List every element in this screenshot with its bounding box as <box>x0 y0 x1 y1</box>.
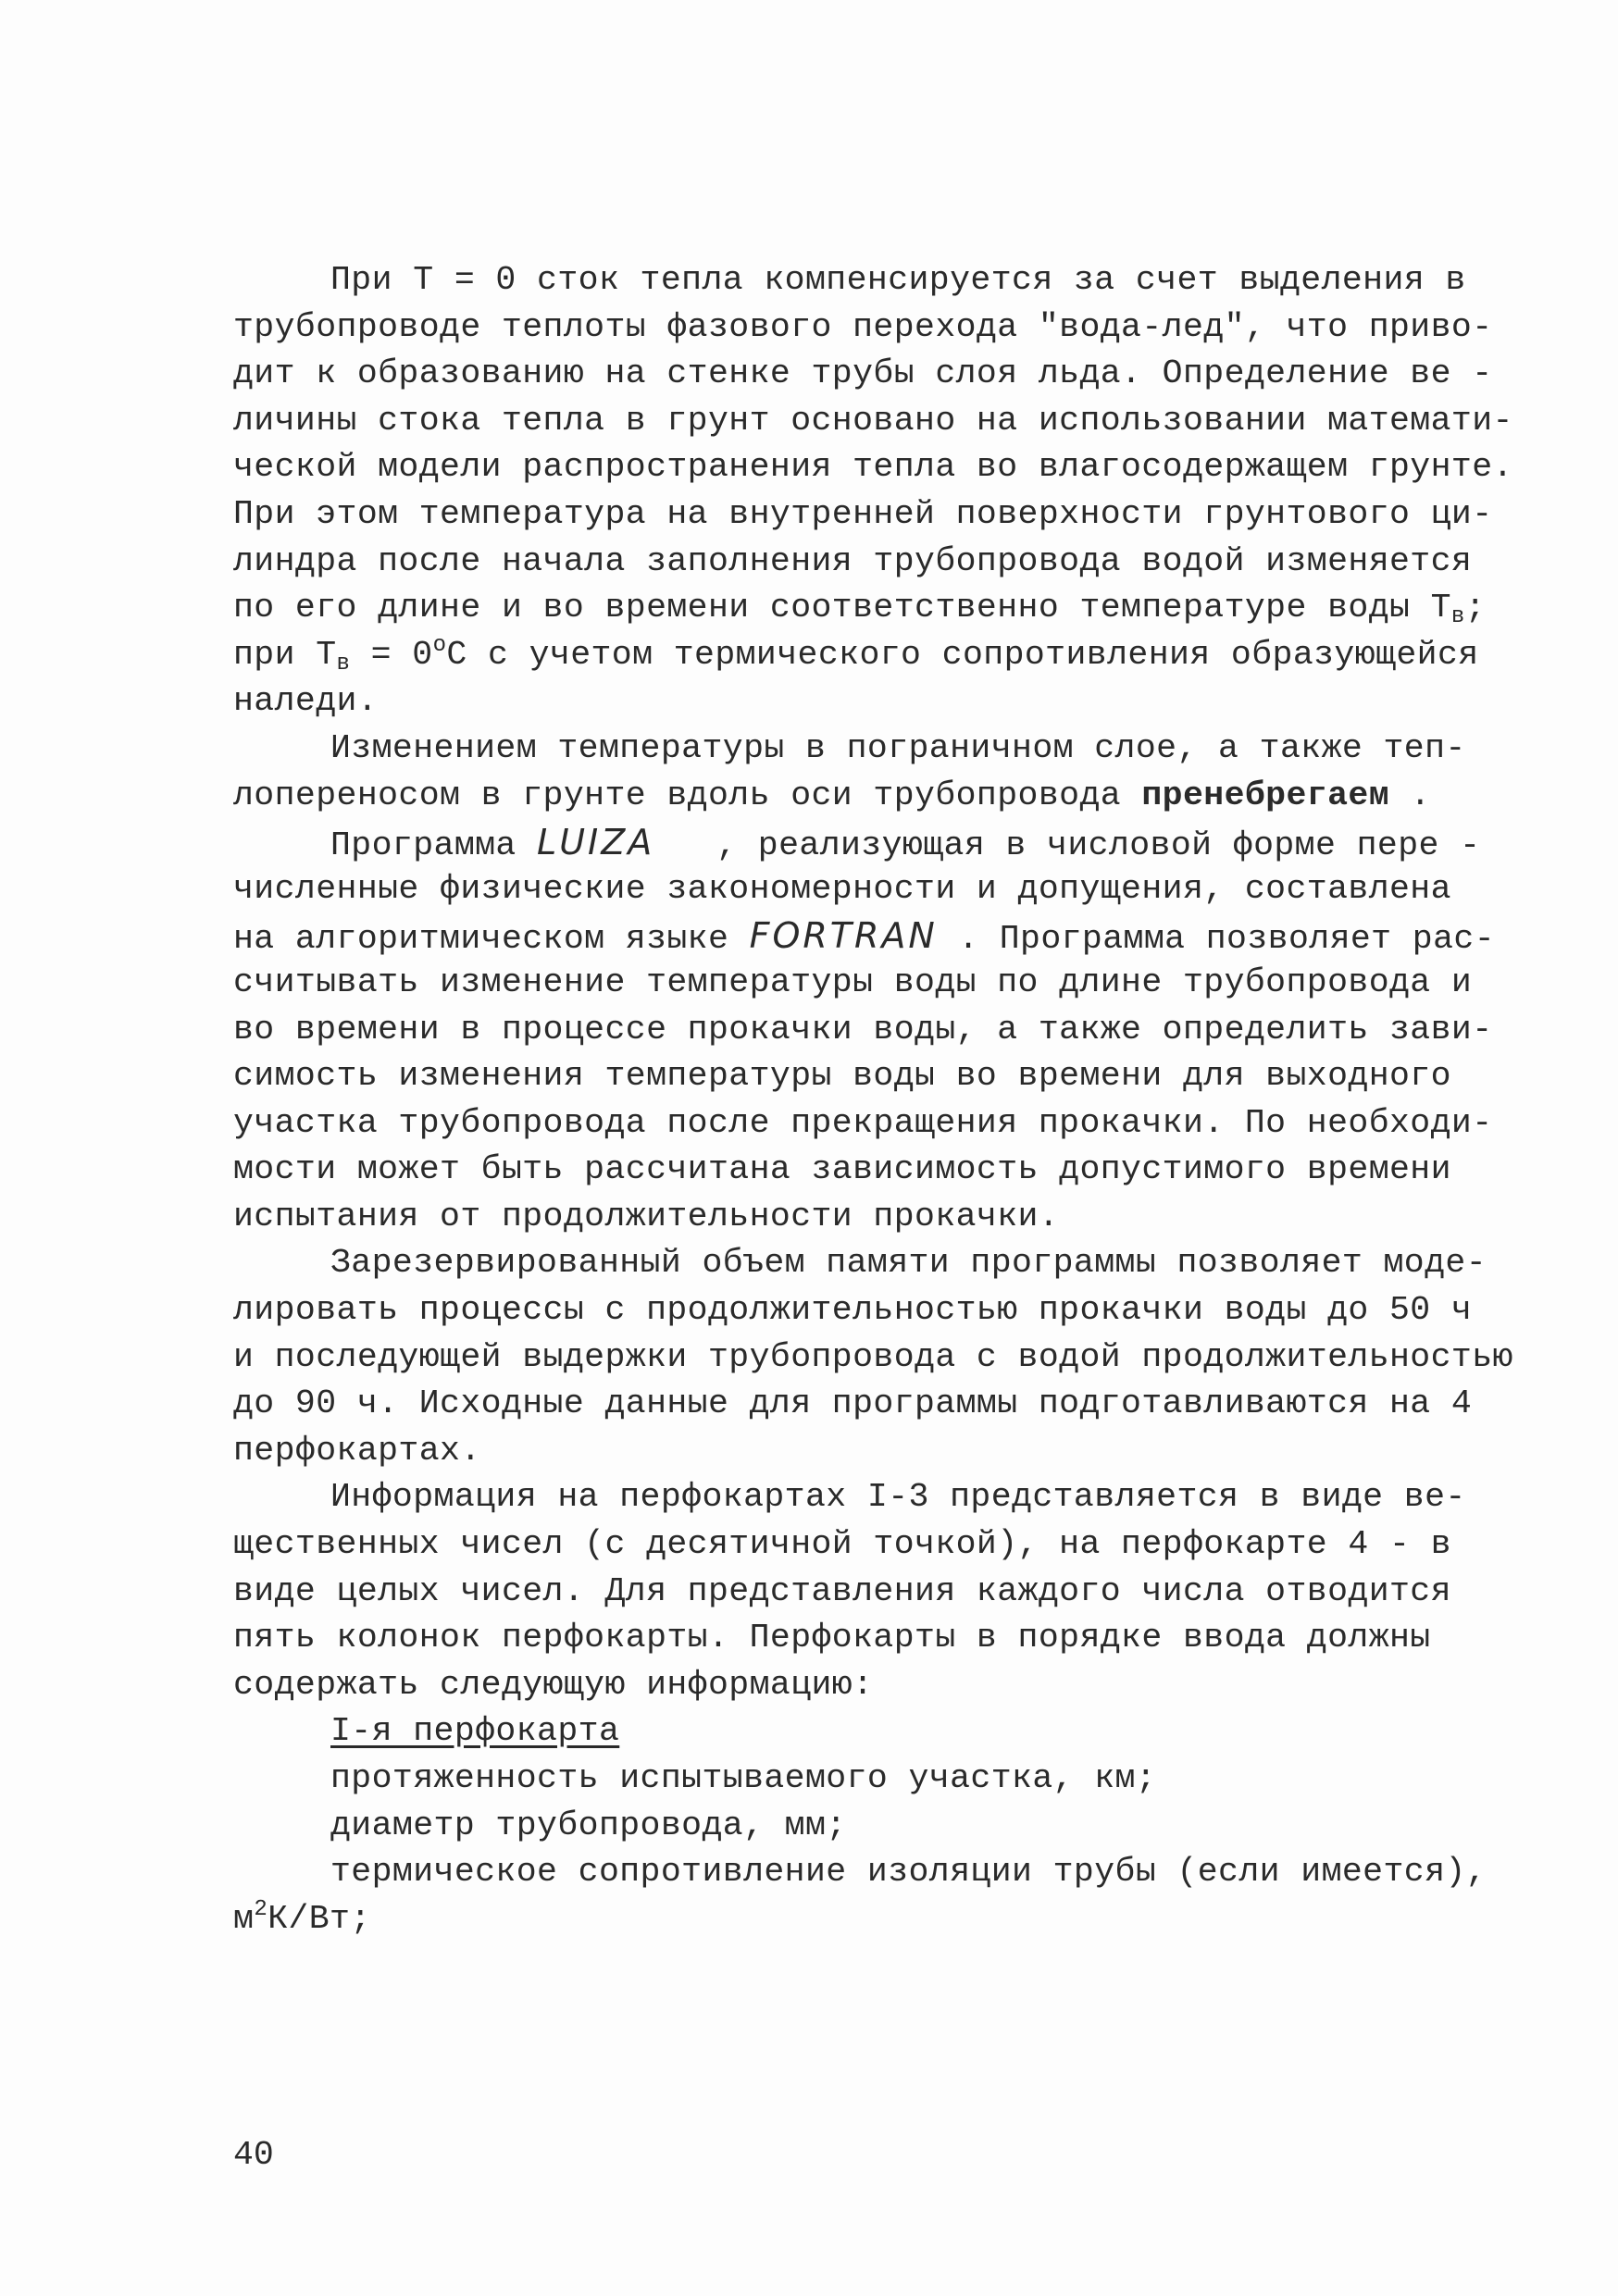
body-text <box>233 257 1513 1942</box>
text-fragment: на алгоритмическом языке <box>233 920 750 959</box>
list-item: термическое сопротивление изоляции трубы (если имеется), <box>330 1853 1487 1892</box>
superscript: о <box>432 632 447 658</box>
text-fragment: лопереносом в грунте вдоль оси трубопровода <box>233 776 1142 814</box>
text-fragment: . <box>1389 776 1431 814</box>
text-fragment: по его длине и во времени соответственно температуре воды Т <box>233 589 1451 627</box>
section-heading: I-я перфокарта <box>330 1712 620 1751</box>
text-line: трубопроводе теплоты фазового перехода "вода-лед", что приво- <box>233 307 1493 346</box>
text-fragment: . Программа позволяет рас- <box>937 920 1496 959</box>
text-line: лировать процессы с продолжительностью прокачки воды до 50 ч <box>233 1291 1473 1330</box>
text-line: дит к образованию на стенке трубы слоя льда. Определение ве - <box>233 354 1493 393</box>
text-line <box>233 819 1481 866</box>
text-line: Изменением температуры в пограничном слое, а также теп- <box>330 728 1466 767</box>
text-fragment: при Т <box>233 635 337 674</box>
text-line: При Т = 0 сток тепла компенсируется за счет выделения в <box>330 261 1466 299</box>
text-line: и последующей выдержки трубопровода с водой продолжительностью <box>233 1337 1513 1376</box>
text-line: наледи. <box>233 682 379 721</box>
text-fragment: = 0 <box>350 635 433 674</box>
list-item: диаметр трубопровода, мм; <box>330 1806 847 1844</box>
text-line: мости может быть рассчитана зависимость допустимого времени <box>233 1150 1451 1189</box>
page-number: 40 <box>233 2136 274 2174</box>
bold-word: пренебрегаем <box>1141 776 1390 814</box>
text-line <box>233 773 1431 820</box>
text-line: испытания от продолжительности прокачки. <box>233 1197 1060 1235</box>
text-line: во времени в процессе прокачки воды, а также определить зави- <box>233 1010 1493 1049</box>
text-line: линдра после начала заполнения трубопровода водой изменяется <box>233 541 1473 580</box>
text-line: симость изменения температуры воды во времени для выходного <box>233 1057 1451 1096</box>
text-line: При этом температура на внутренней поверхности грунтового ци- <box>233 494 1493 533</box>
text-fragment: Программа <box>330 826 538 865</box>
text-line <box>233 632 1479 679</box>
text-line: перфокартах. <box>233 1431 481 1470</box>
subscript: в <box>336 651 351 676</box>
text-line <box>233 1896 1427 1943</box>
text-line: участка трубопровода после прекращения прокачки. По необходи- <box>233 1103 1493 1142</box>
text-line: до 90 ч. Исходные данные для программы подготавливаются на 4 <box>233 1384 1473 1423</box>
text-fragment: ; <box>1464 589 1487 627</box>
text-line: Зарезервированный объем памяти программы позволяет моде- <box>330 1244 1487 1283</box>
text-line: щественных чисел (с десятичной точкой), на перфокарте 4 - в <box>233 1525 1451 1564</box>
text-line: ческой модели распространения тепла во влагосодержащем грунте. <box>233 448 1513 487</box>
text-fragment: С с учетом термического сопротивления образующейся <box>446 635 1479 674</box>
unit-text: К/Вт; <box>268 1899 371 1938</box>
text-line <box>233 1708 1427 1756</box>
text-line: виде целых чисел. Для представления каждого числа отводится <box>233 1571 1451 1610</box>
text-line <box>233 912 1496 960</box>
text-line: считывать изменение температуры воды по длине трубопровода и <box>233 962 1473 1001</box>
list-item: протяженность испытываемого участка, км; <box>330 1759 1157 1797</box>
subscript: в <box>1450 604 1465 630</box>
text-line: личины стока тепла в грунт основано на использовании математи- <box>233 401 1513 440</box>
handwritten-program-name: LUIZA <box>537 822 655 863</box>
text-line: пять колонок перфокарты. Перфокарты в порядке ввода должны <box>233 1619 1431 1657</box>
unit-text: м <box>233 1899 255 1938</box>
superscript: 2 <box>254 1896 268 1922</box>
handwritten-language-name: FORTRAN <box>749 915 938 957</box>
text-line: численные физические закономерности и допущения, составлена <box>233 869 1451 908</box>
text-line: Информация на перфокартах I-3 представляется в виде ве- <box>330 1478 1466 1517</box>
text-fragment: , реализующая в числовой форме пере - <box>654 826 1481 865</box>
text-line <box>233 585 1487 632</box>
text-line: содержать следующую информацию: <box>233 1665 874 1704</box>
